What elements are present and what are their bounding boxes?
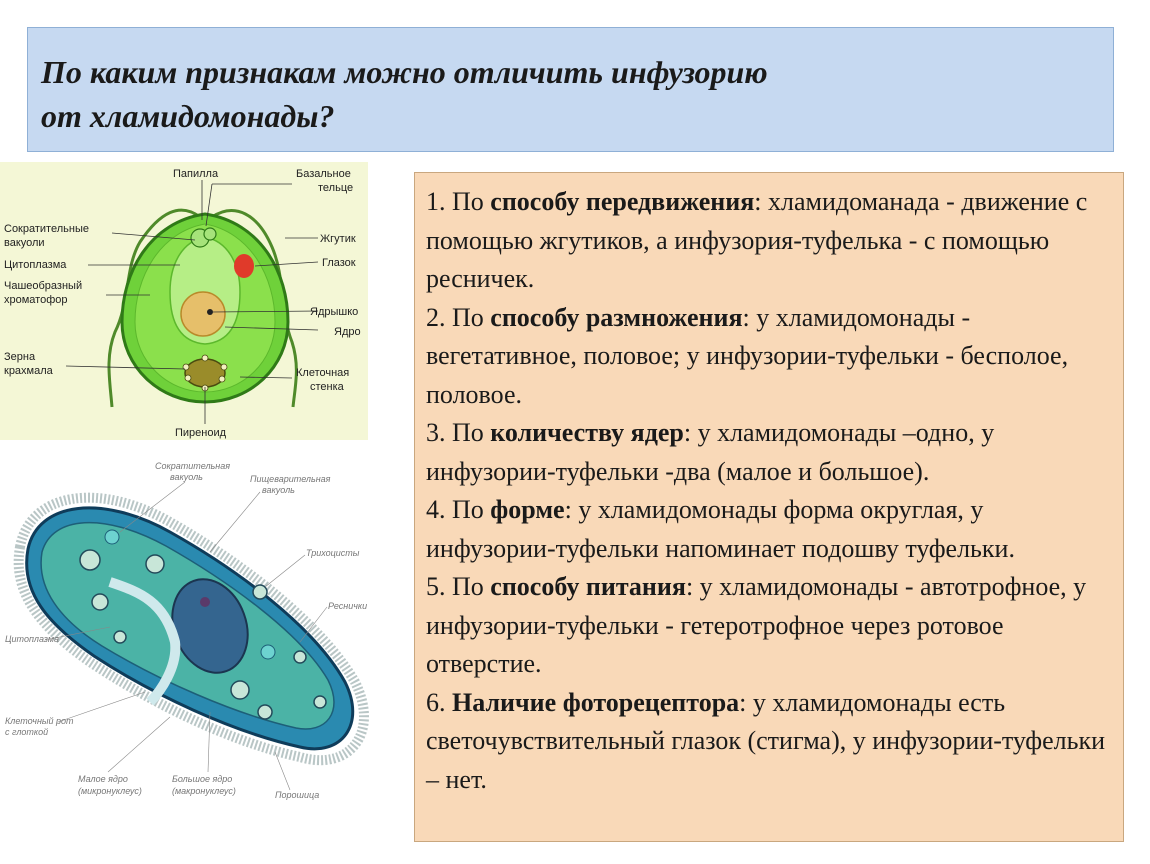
item-2-text: : у хламидомонады - вегетативное, половое; у инфузории-туфельки - бесполое, половое.: [426, 302, 1069, 409]
label-wall-2: стенка: [310, 381, 344, 393]
title-line-2: от хламидомонады?: [41, 98, 335, 134]
item-5-bold: способу питания: [490, 572, 686, 601]
label-pyrenoid: Пиреноид: [175, 427, 227, 439]
label-eyespot: Глазок: [322, 257, 356, 269]
paramecium-diagram: [0, 452, 390, 812]
label2-digestive-2: вакуоль: [262, 485, 295, 495]
nucleus: [181, 292, 225, 336]
label-basal-1: Базальное: [296, 168, 351, 180]
label2-mouth-2: с глоткой: [5, 727, 49, 737]
label-nucleolus: Ядрышко: [310, 306, 359, 318]
item-5-text: : у хламидомонады - автотрофное, у инфузории-туфельки - гетеротрофное через ротовое отверстие.: [426, 572, 1087, 678]
item-1-number: 1. По: [426, 187, 491, 216]
item-6-text: : у хламидомонады есть светочувствительный глазок (стигма), у инфузории-туфельки – нет.: [426, 687, 1106, 794]
label-basal-2: тельце: [318, 182, 354, 194]
label-contractile-1: Сократительные: [4, 223, 89, 235]
item-2-bold: способу размножения: [490, 302, 743, 332]
micronucleus: [200, 597, 210, 607]
label2-micro-2: (микронуклеус): [78, 786, 142, 796]
label-nucleus: Ядро: [334, 326, 361, 338]
label2-contractile-2: вакуоль: [170, 472, 203, 482]
pyrenoid: [185, 359, 225, 387]
item-2-number: 2. По: [426, 302, 491, 332]
item-3-bold: количеству ядер: [490, 418, 684, 447]
label2-micro-1: Малое ядро: [78, 774, 128, 784]
label2-trichocysts: Трихоцисты: [306, 548, 360, 558]
title-line-1: По каким признакам можно отличить инфузорию: [41, 54, 768, 90]
item-6: [426, 684, 1113, 800]
label2-macro-1: Большое ядро: [172, 774, 233, 784]
chlamydomonas-figure: [0, 162, 368, 440]
item-4-number: 4. По: [426, 495, 491, 524]
chlamydomonas-diagram: [0, 162, 368, 440]
item-5-number: 5. По: [426, 572, 491, 601]
label2-macro-2: (макронуклеус): [172, 786, 236, 796]
label-wall-1: Клеточная: [296, 367, 350, 379]
item-4-text: : у хламидомонады форма округлая, у инфузории-туфельки напоминает подошву туфельки.: [426, 495, 1015, 563]
item-4: [426, 491, 1113, 568]
item-3-text: : у хламидомонады –одно, у инфузории-туфельки -два (малое и большое).: [426, 418, 995, 486]
item-1-text: : хламидоманада - движение с помощью жгутиков, а инфузория-туфелька - с помощью ресничек.: [426, 187, 1088, 293]
label2-cytoplasm: Цитоплазма: [5, 634, 60, 644]
item-6-number: 6.: [426, 687, 452, 717]
label-contractile-2: вакуоли: [4, 237, 45, 249]
label-chromatophore-2: хроматофор: [4, 294, 68, 306]
item-1-bold: способу передвижения: [490, 187, 755, 216]
item-5: [426, 568, 1113, 684]
item-3: [426, 414, 1113, 491]
label-papilla: Папилла: [173, 168, 219, 180]
item-1: [426, 183, 1113, 299]
label-cytoplasm: Цитоплазма: [4, 259, 67, 271]
item-3-number: 3. По: [426, 418, 491, 447]
label-starch-2: крахмала: [4, 365, 53, 377]
label2-contractile-1: Сократительная: [155, 461, 231, 471]
label-starch-1: Зерна: [4, 351, 36, 363]
title-box: [27, 27, 1114, 152]
comparison-text-box: [414, 172, 1124, 842]
label-flagellum: Жгутик: [320, 233, 356, 245]
paramecium-figure: [0, 452, 390, 812]
label-chromatophore-1: Чашеобразный: [4, 280, 83, 292]
label2-mouth-1: Клеточный рот: [5, 716, 74, 726]
contractile-vacuole: [204, 228, 216, 240]
eyespot: [234, 254, 254, 278]
item-2: [426, 299, 1113, 415]
label2-pore: Порошица: [275, 790, 320, 800]
label2-cilia: Реснички: [328, 601, 368, 611]
item-6-bold: Наличие фоторецептора: [452, 687, 740, 717]
item-4-bold: форме: [490, 495, 565, 524]
label2-digestive-1: Пищеварительная: [250, 474, 331, 484]
